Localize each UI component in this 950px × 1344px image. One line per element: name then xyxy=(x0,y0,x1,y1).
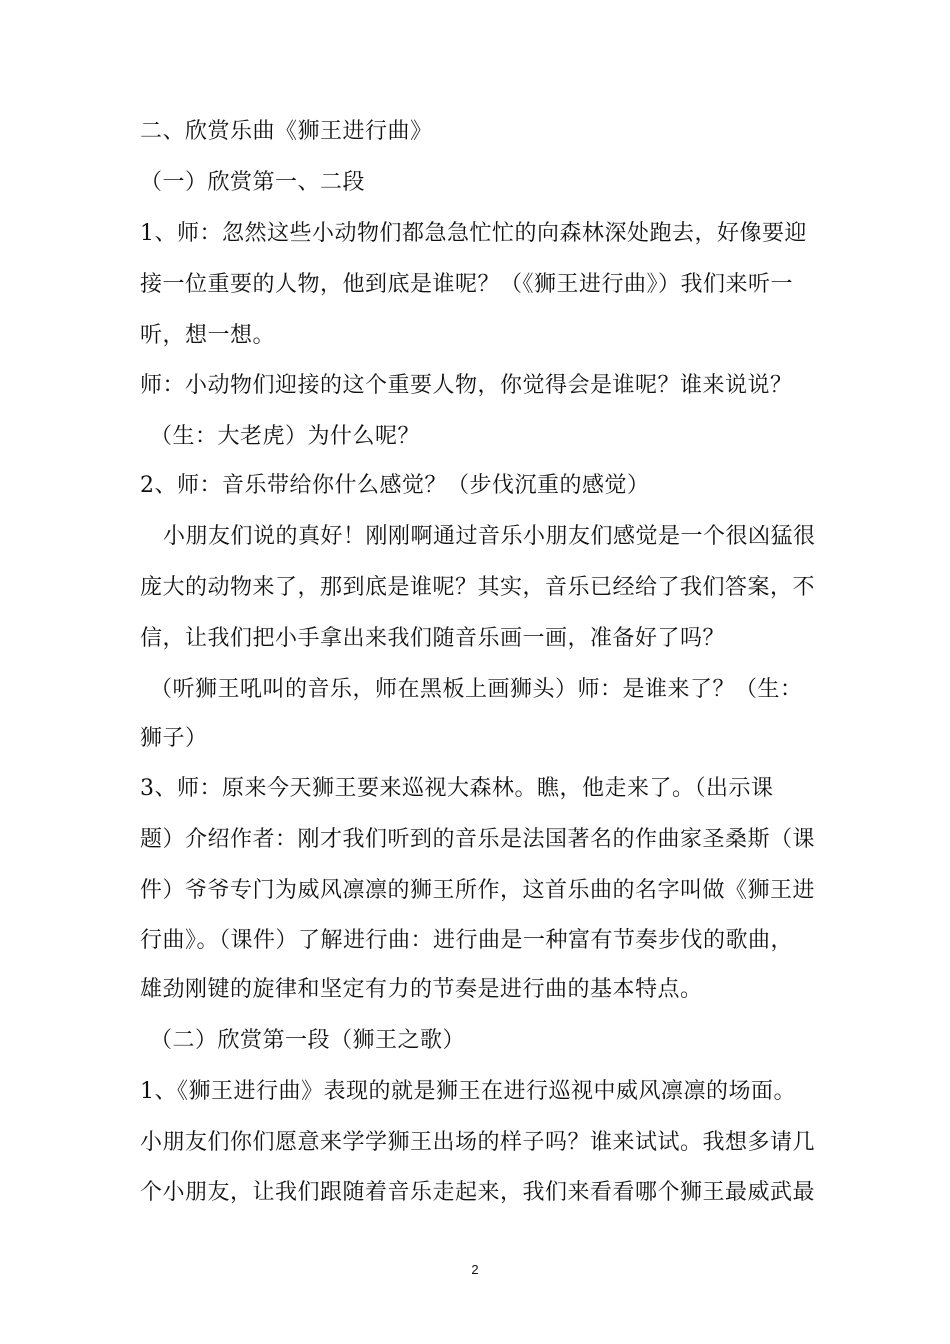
paragraph-line: 个小朋友，让我们跟随着音乐走起来，我们来看看哪个狮王最威武最 xyxy=(140,1180,816,1205)
paragraph-line: 小朋友们说的真好！刚刚啊通过音乐小朋友们感觉是一个很凶猛很 xyxy=(163,524,816,549)
paragraph-line: 师：小动物们迎接的这个重要人物，你觉得会是谁呢？谁来说说？ xyxy=(140,373,793,398)
section-heading: 二、欣赏乐曲《狮王进行曲》 xyxy=(140,119,433,144)
paragraph-line: 雄劲刚键的旋律和坚定有力的节奏是进行曲的基本特点。 xyxy=(140,977,703,1002)
paragraph-line: 2、师：音乐带给你什么感觉？（步伐沉重的感觉） xyxy=(140,473,650,498)
paragraph-line: 行曲》。（课件）了解进行曲：进行曲是一种富有节奏步伐的歌曲， xyxy=(140,928,794,953)
paragraph-line: 信，让我们把小手拿出来我们随音乐画一画，准备好了吗？ xyxy=(140,626,726,651)
page-number: 2 xyxy=(471,1262,479,1277)
paragraph-line: （生：大老虎）为什么呢？ xyxy=(150,424,421,449)
paragraph-line: 听，想一想。 xyxy=(140,323,276,348)
paragraph-line: 件）爷爷专门为威风凛凛的狮王所作，这首乐曲的名字叫做《狮王进 xyxy=(140,878,816,903)
subsection-heading: （二）欣赏第一段（狮王之歌） xyxy=(150,1028,466,1053)
paragraph-line: 小朋友们你们愿意来学学狮王出场的样子吗？谁来试试。我想多请几 xyxy=(140,1130,816,1155)
paragraph-line: 1、《狮王进行曲》表现的就是狮王在进行巡视中威风凛凛的场面。 xyxy=(140,1079,796,1104)
paragraph-line: 1、师：忽然这些小动物们都急急忙忙的向森林深处跑去，好像要迎 xyxy=(140,221,807,246)
subsection-heading: （一）欣赏第一、二段 xyxy=(140,170,366,195)
paragraph-line: 狮子） xyxy=(140,726,208,751)
paragraph-line: 3、师：原来今天狮王要来巡视大森林。瞧，他走来了。（出示课 xyxy=(140,776,774,801)
paragraph-line: 庞大的动物来了，那到底是谁呢？其实，音乐已经给了我们答案，不 xyxy=(140,575,816,600)
paragraph-line: （听狮王吼叫的音乐，师在黑板上画狮头）师：是谁来了？（生： xyxy=(150,677,803,702)
paragraph-line: 题）介绍作者：刚才我们听到的音乐是法国著名的作曲家圣桑斯（课 xyxy=(140,827,816,852)
paragraph-line: 接一位重要的人物，他到底是谁呢？（《狮王进行曲》）我们来听一 xyxy=(140,272,794,297)
